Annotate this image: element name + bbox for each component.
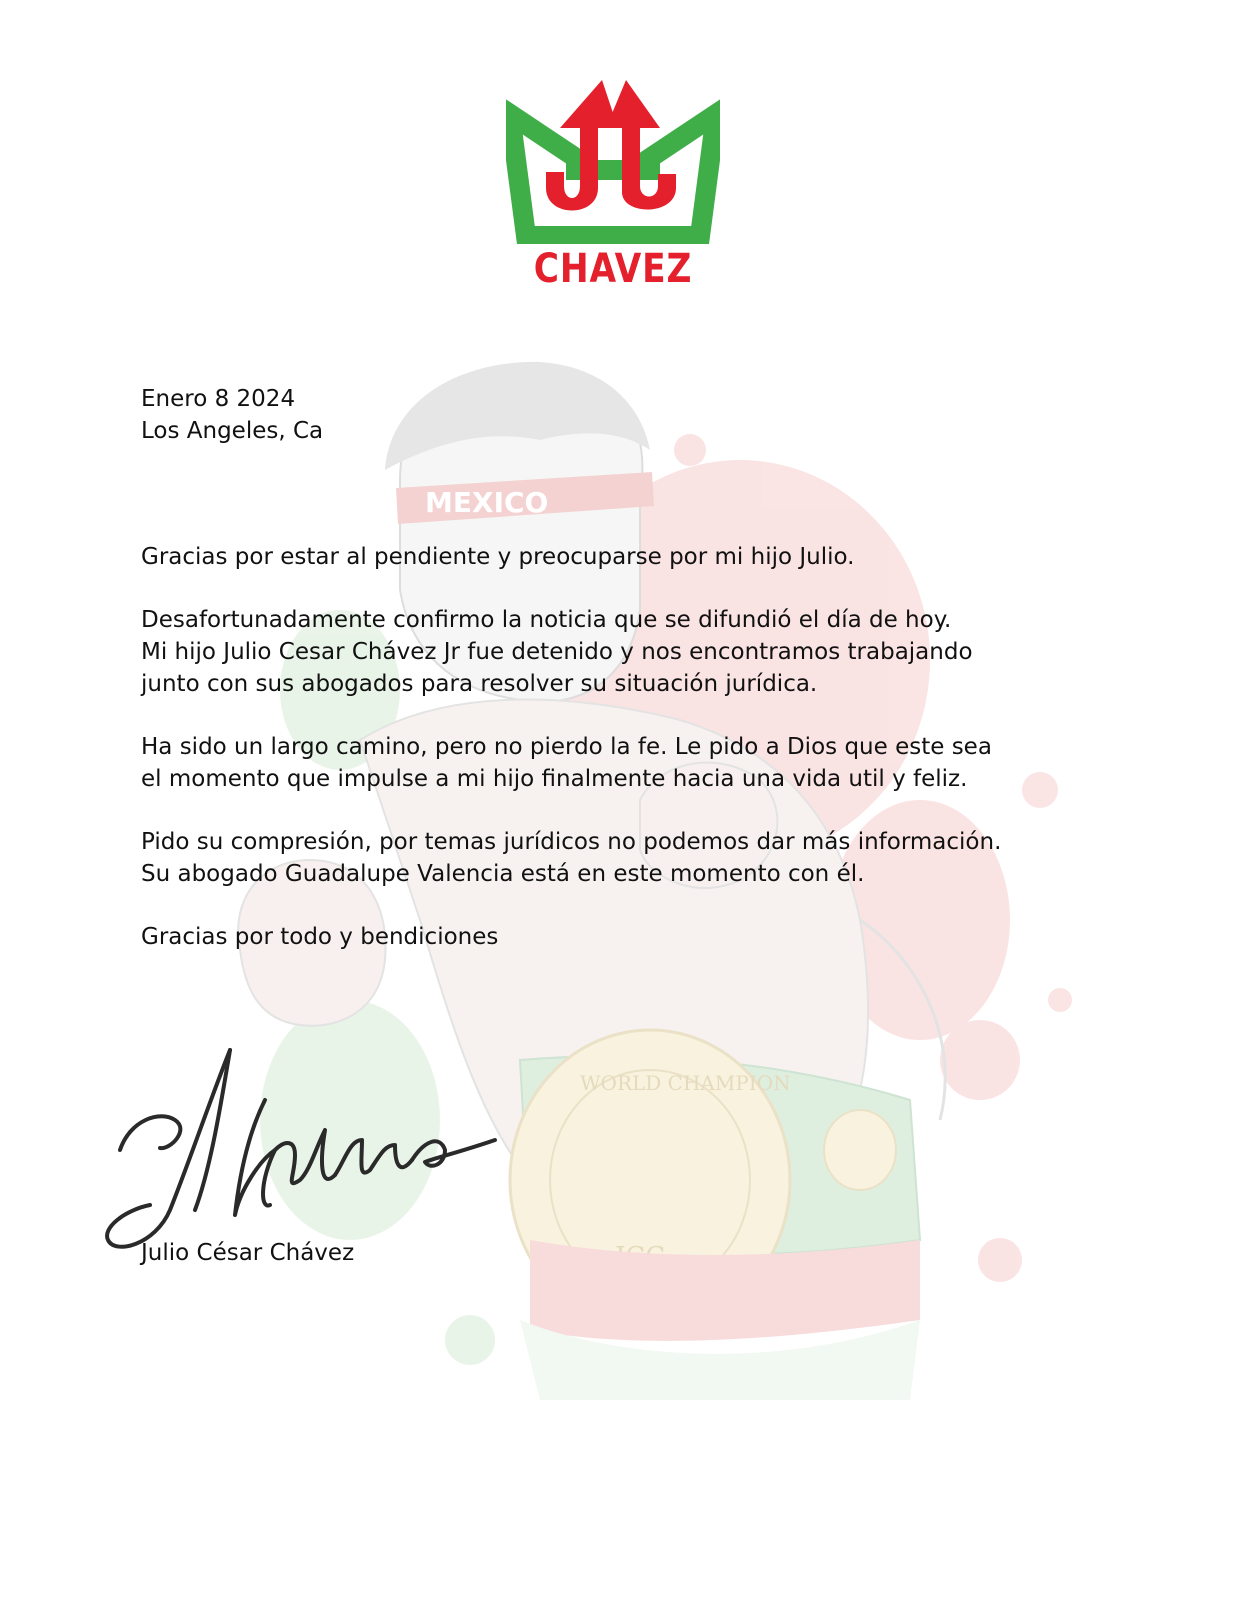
paragraph-line: Ha sido un largo camino, pero no pierdo la fe. Le pido a Dios que este sea [141,734,992,760]
crown-monogram-icon [506,74,720,244]
belt-text: WORLD CHAMPION [580,1071,791,1095]
paragraph-1 [141,541,854,573]
signer-block [141,1237,354,1269]
paragraph-line: Pido su compresión, por temas jurídicos no podemos dar más información. [141,829,1002,855]
paragraph-line: Gracias por todo y bendiciones [141,924,499,950]
paragraph-line: el momento que impulse a mi hijo finalmente hacia una vida util y feliz. [141,766,968,792]
paragraph-2 [141,604,973,700]
paragraph-line: Gracias por estar al pendiente y preocuparse por mi hijo Julio. [141,544,855,570]
handwritten-signature [100,1040,510,1260]
paragraph-line: Su abogado Guadalupe Valencia está en este momento con él. [141,861,865,887]
paragraph-4 [141,826,1001,890]
closing-line [141,921,498,953]
boxer-watermark-illustration [220,360,1120,1420]
paragraph-3 [141,731,992,795]
paragraph-line: junto con sus abogados para resolver su situación jurídica. [141,671,818,697]
letter-header [141,383,323,447]
logo-wordmark: CHAVEZ [533,246,693,292]
letter-location: Los Angeles, Ca [141,418,324,444]
signer-name: Julio César Chávez [141,1240,355,1266]
paragraph-line: Desafortunadamente confirmo la noticia que se difundió el día de hoy. [141,607,952,633]
paragraph-line: Mi hijo Julio Cesar Chávez Jr fue detenido y nos encontramos trabajando [141,639,973,665]
chavez-logo [506,74,720,304]
letter-date: Enero 8 2024 [141,386,296,412]
headband-text: MEXICO [425,486,549,519]
